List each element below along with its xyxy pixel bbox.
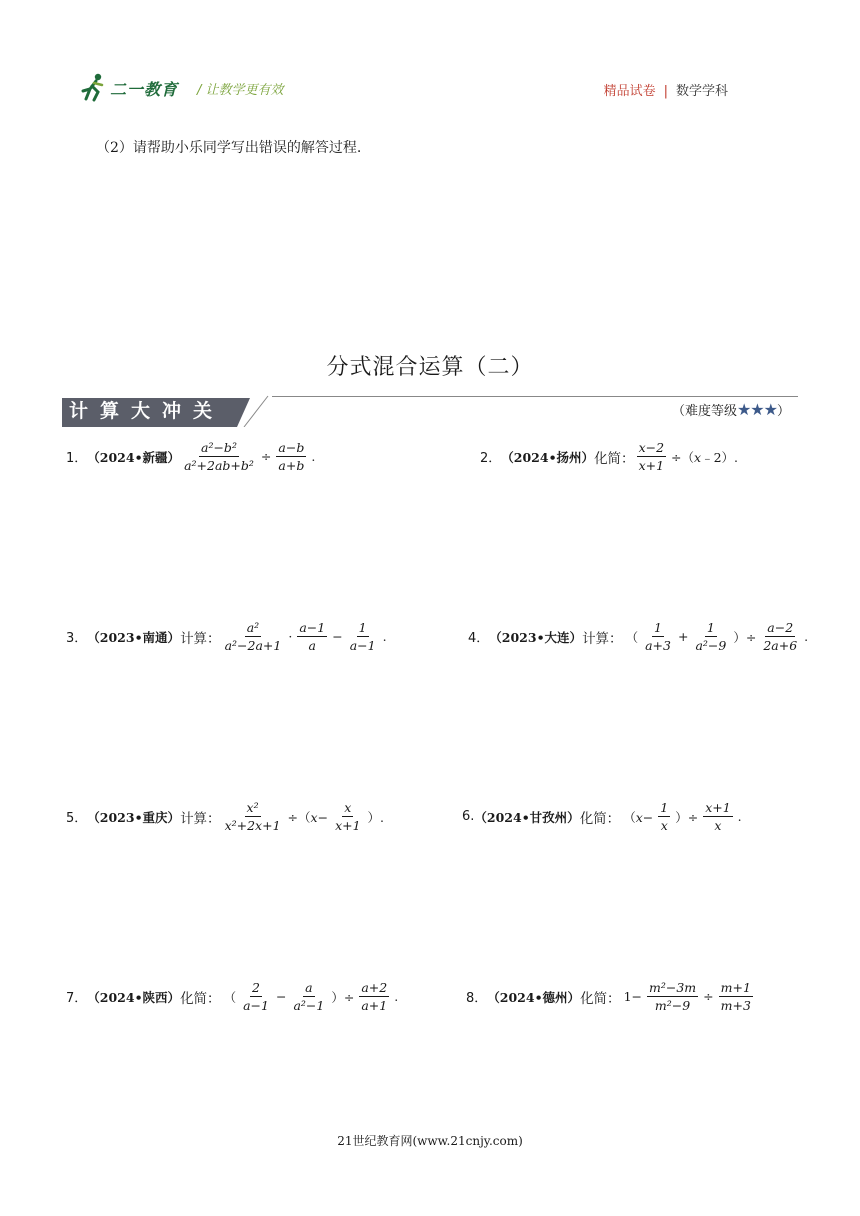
difficulty-close: ） xyxy=(776,404,790,419)
fraction: $\frac{a-2}{2a+6}$ xyxy=(763,620,798,653)
problem-number: 6. xyxy=(462,809,475,824)
header-label-subject: 数学学科 xyxy=(675,84,728,99)
problem-1: 1． （2024•新疆） $\frac{\text{a²−b²}}{\text{a²+2ab+b²}}$ ÷ $\frac{a-b}{a+b}$ . xyxy=(66,440,316,473)
problem-source: （2024•陕西） xyxy=(87,989,181,1005)
fraction: $\frac{x}{x+1}$ xyxy=(335,800,361,833)
fraction: $\frac{x+1}{x}$ xyxy=(705,800,731,833)
fraction: $\frac{a+2}{a+1}$ xyxy=(361,980,388,1013)
difficulty-rating xyxy=(672,400,790,419)
problem-verb: 计算： xyxy=(180,630,221,647)
problem-5: 5． （2023•重庆） 计算： $\frac{\text{x²}}{\text{x²+2x+1}}$ ÷（x− $\frac{x}{x+1}$ ）. xyxy=(66,800,385,833)
fraction: $\frac{\text{a²−b²}}{\text{a²+2ab+b²}}$ xyxy=(184,440,254,473)
problem-verb: 化简： xyxy=(580,990,621,1007)
banner-label xyxy=(64,398,217,424)
star-icon: ★★★ xyxy=(736,400,777,419)
header-separator: | xyxy=(663,84,668,99)
problem-source: （2023•重庆） xyxy=(87,809,181,825)
fraction: $\frac{m+1}{m+3}$ xyxy=(720,980,751,1013)
fraction: $\frac{\text{x²}}{\text{x²+2x+1}}$ xyxy=(224,800,281,833)
section-title: 分式混合运算（二） xyxy=(326,355,534,380)
fraction: $\frac{a-1}{a}$ xyxy=(299,620,326,653)
problem-number: 1． xyxy=(66,451,88,466)
runner-logo-icon xyxy=(78,72,108,102)
problem-4: 4． （2023•大连） 计算： （ $\frac{1}{a+3}$ + $\frac{1}{\text{a²−9}}$ ）÷ $\frac{a-2}{2a+6}$ . xyxy=(468,620,809,653)
problem-6: 6. （2024•甘孜州） 化简： （x− $\frac{1}{x}$ ）÷ $\frac{x+1}{x}$ . xyxy=(462,800,742,833)
banner-char: 冲 xyxy=(157,398,186,424)
banner-char: 关 xyxy=(188,398,217,424)
fraction: $\frac{1}{x}$ xyxy=(660,800,669,833)
header-subject xyxy=(604,80,728,99)
problem-8: 8． （2024•德州） 化简： 1− $\frac{\text{m²−3m}}{\text{m²−9}}$ ÷ $\frac{m+1}{m+3}$ xyxy=(466,980,751,1013)
subquestion-2: （2）请帮助小乐同学写出错误的解答过程. xyxy=(96,140,362,156)
problem-source: （2024•扬州） xyxy=(501,449,595,465)
problem-source: （2024•新疆） xyxy=(87,449,181,465)
problem-verb: 化简： xyxy=(594,450,635,467)
footer-source: 21世纪教育网(www.21cnjy.com) xyxy=(337,1134,523,1148)
fraction: $\frac{1}{a+3}$ xyxy=(645,620,671,653)
fraction: $\frac{a}{\text{a²−1}}$ xyxy=(293,980,325,1013)
fraction: $\frac{1}{a-1}$ xyxy=(349,620,376,653)
problem-number: 3． xyxy=(66,631,88,646)
fraction: $\frac{\text{a²}}{\text{a²−2a+1}}$ xyxy=(224,620,282,653)
logo-name: 二一教育 xyxy=(110,80,179,99)
problem-number: 7． xyxy=(66,991,88,1006)
problem-2: 2． （2024•扬州） 化简： $\frac{x-2}{x+1}$ ÷（x﹣2）. xyxy=(480,440,739,473)
problem-source: （2024•德州） xyxy=(487,989,581,1005)
problem-verb: 化简： xyxy=(579,810,621,827)
problem-verb: 计算： xyxy=(180,810,221,827)
banner-rule xyxy=(272,396,798,397)
problem-number: 5． xyxy=(66,811,88,826)
problem-number: 2． xyxy=(480,451,502,466)
fraction: $\frac{x-2}{x+1}$ xyxy=(638,440,665,473)
fraction: $\frac{a-b}{a+b}$ xyxy=(278,440,305,473)
problem-3: 3． （2023•南通） 计算： $\frac{\text{a²}}{\text{a²−2a+1}}$ · $\frac{a-1}{a}$ − $\frac{1}{a-1}$ . xyxy=(66,620,387,653)
problem-source: （2023•南通） xyxy=(87,629,181,645)
problem-source: （2023•大连） xyxy=(489,629,583,645)
difficulty-label: （难度等级 xyxy=(671,404,737,419)
header-label-premium: 精品试卷 xyxy=(603,84,656,99)
logo-slogan: / 让教学更有效 xyxy=(197,83,284,98)
problem-verb: 计算： xyxy=(582,630,623,647)
fraction: $\frac{2}{a-1}$ xyxy=(243,980,269,1013)
problem-source: （2024•甘孜州） xyxy=(474,809,580,825)
fraction: $\frac{1}{\text{a²−9}}$ xyxy=(695,620,727,653)
fraction: $\frac{\text{m²−3m}}{\text{m²−9}}$ xyxy=(649,980,697,1013)
banner-char: 计 xyxy=(64,398,93,424)
banner-char: 大 xyxy=(126,398,155,424)
problem-verb: 化简： xyxy=(180,990,221,1007)
problem-number: 4． xyxy=(468,631,490,646)
banner-char: 算 xyxy=(95,398,124,424)
problem-7: 7． （2024•陕西） 化简： （ $\frac{2}{a-1}$ − $\frac{a}{\text{a²−1}}$ ）÷ $\frac{a+2}{a+1}$ . xyxy=(66,980,399,1013)
problem-number: 8． xyxy=(466,991,488,1006)
